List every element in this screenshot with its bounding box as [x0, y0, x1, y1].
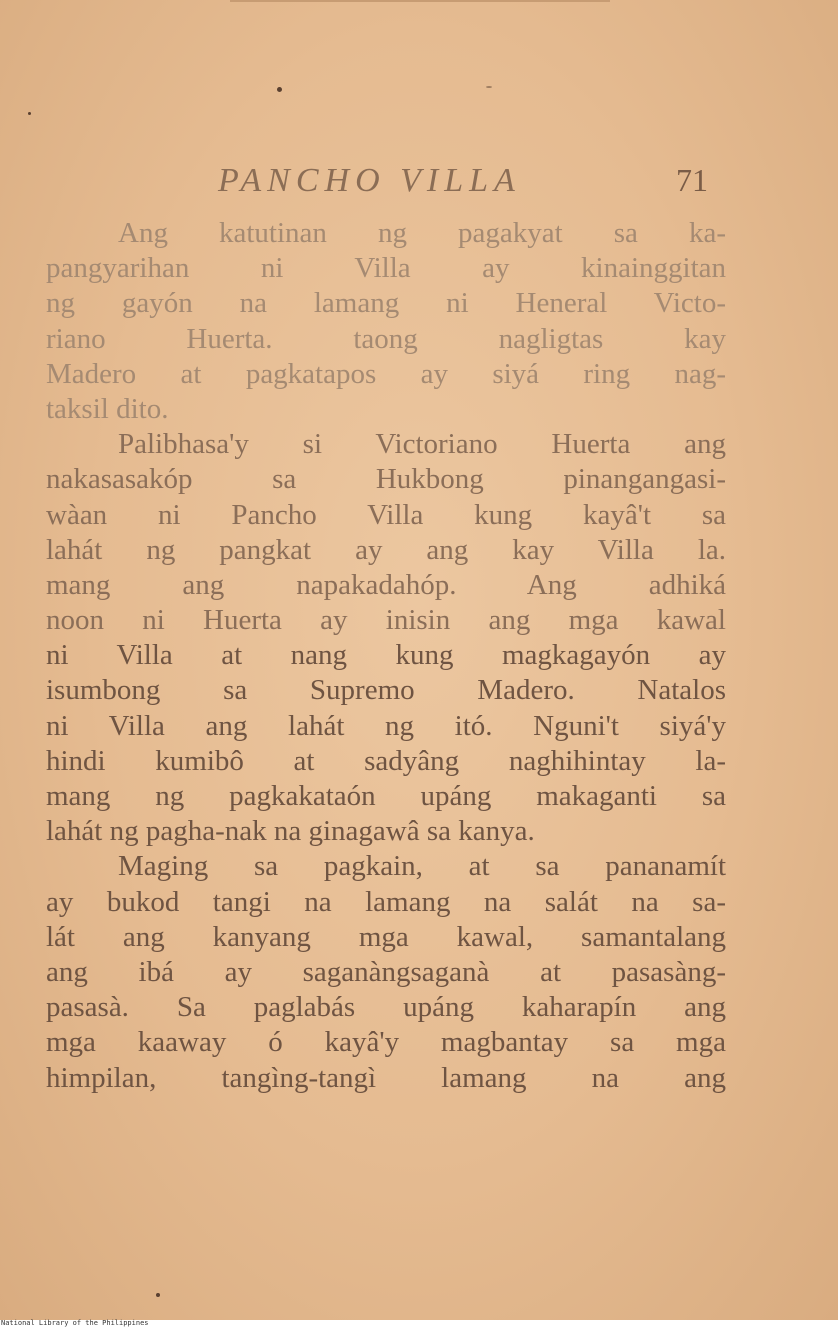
text-line: Madero at pagkatapos ay siyá ring nag-: [46, 357, 726, 390]
paragraph: [46, 427, 726, 849]
text-line: Palibhasa'y si Victoriano Huerta ang: [118, 428, 726, 461]
footer-strip: [0, 1320, 838, 1328]
text-line: himpilan, tangìng-tangì lamang na ang: [46, 1061, 726, 1094]
text-line: hindi kumibô at sadyâng naghihintay la-: [46, 744, 726, 777]
text-line: pangyarihan ni Villa ay kinainggitan: [46, 252, 726, 285]
text-line: wàan ni Pancho Villa kung kayâ't sa: [46, 498, 726, 531]
ink-speck: [486, 86, 492, 88]
text-line: mang ng pagkakataón upáng makaganti sa: [46, 780, 726, 812]
text-line: mga kaaway ó kayâ'y magbantay sa mga: [46, 1026, 726, 1059]
text-line: ni Villa ang lahát ng itó. Nguni't siyá'y: [46, 709, 726, 742]
text-line: Maging sa pagkain, at sa pananamít: [118, 850, 726, 883]
page-number: 71: [676, 162, 708, 198]
ink-speck: [28, 112, 31, 115]
text-line: taksil dito.: [46, 392, 169, 425]
text-line: nakasasakóp sa Hukbong pinangangasi-: [46, 463, 726, 496]
ink-speck: [277, 87, 282, 92]
text-line: ni Villa at nang kung magkagayón ay: [46, 639, 726, 672]
text-line: noon ni Huerta ay inisin ang mga kawal: [46, 604, 726, 637]
ink-speck: [156, 1293, 160, 1297]
text-line: isumbong sa Supremo Madero. Natalos: [46, 674, 726, 707]
body-text: [46, 216, 726, 1096]
text-line: Ang katutinan ng pagakyat sa ka-: [118, 217, 726, 249]
text-line: lahát ng pangkat ay ang kay Villa la.: [46, 533, 726, 566]
paragraph: [46, 849, 726, 1095]
text-line: lahát ng pagha-nak na ginagawâ sa kanya.: [46, 815, 535, 848]
text-line: ay bukod tangi na lamang na salát na sa-: [46, 885, 726, 918]
text-line: riano Huerta. taong nagligtas kay: [46, 322, 726, 355]
text-line: pasasà. Sa paglabás upáng kaharapín ang: [46, 991, 726, 1024]
text-line: mang ang napakadahóp. Ang adhiká: [46, 568, 726, 601]
running-head-title: PANCHO VILLA: [218, 162, 521, 199]
paragraph: [46, 216, 726, 427]
running-head: [0, 158, 838, 208]
library-credit: National Library of the Philippines: [1, 1319, 149, 1327]
text-line: ang ibá ay saganàngsaganà at pasasàng-: [46, 955, 726, 988]
page-top-edge: [230, 0, 610, 2]
text-line: lát ang kanyang mga kawal, samantalang: [46, 920, 726, 953]
text-line: ng gayón na lamang ni Heneral Victo-: [46, 287, 726, 320]
